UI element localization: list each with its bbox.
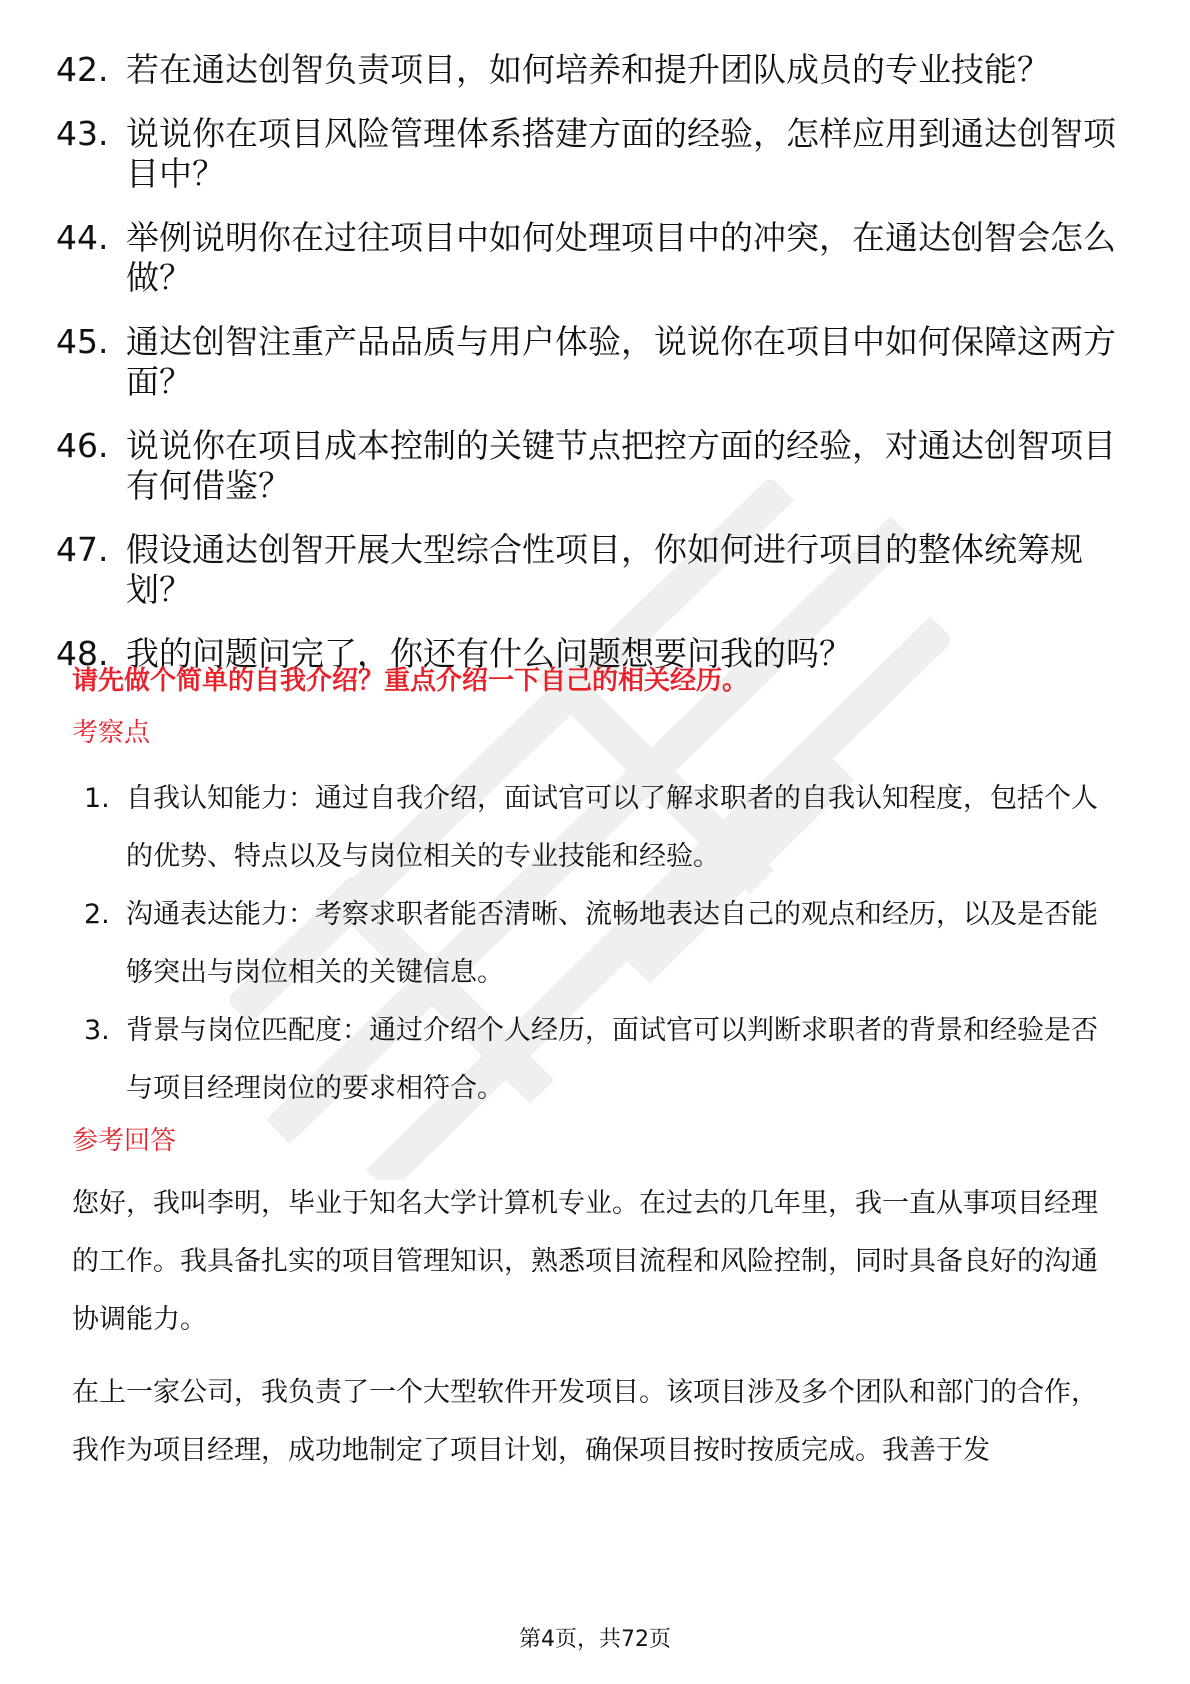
question-list	[56, 50, 1136, 698]
featured-question: 请先做个简单的自我介绍？重点介绍一下自己的相关经历。	[72, 666, 749, 696]
question-item	[56, 50, 1136, 90]
question-text: 举例说明你在过往项目中如何处理项目中的冲突，在通达创智会怎么做？	[126, 218, 1116, 297]
question-number: 42.	[56, 50, 109, 89]
point-text: 沟通表达能力：考察求职者能否清晰、流畅地表达自己的观点和经历，以及是否能够突出与岗位相关的关键信息。	[126, 899, 1098, 988]
question-item	[56, 426, 1136, 506]
assessment-point	[84, 770, 1114, 886]
question-number: 47.	[56, 530, 109, 569]
reference-paragraph: 您好，我叫李明，毕业于知名大学计算机专业。在过去的几年里，我一直从事项目经理的工作。我具备扎实的项目管理知识，熟悉项目流程和风险控制，同时具备良好的沟通协调能力。	[72, 1188, 1098, 1335]
assessment-point	[84, 886, 1114, 1002]
point-text: 自我认知能力：通过自我介绍，面试官可以了解求职者的自我认知程度，包括个人的优势、特点以及与岗位相关的专业技能和经验。	[126, 783, 1098, 872]
reference-paragraph: 在上一家公司，我负责了一个大型软件开发项目。该项目涉及多个团队和部门的合作，我作为项目经理，成功地制定了项目计划，确保项目按时按质完成。我善于发	[72, 1377, 1098, 1466]
question-number: 44.	[56, 218, 109, 257]
question-item	[56, 530, 1136, 610]
question-number: 43.	[56, 114, 109, 153]
point-number: 3.	[84, 1015, 110, 1046]
question-number: 48.	[56, 634, 109, 673]
question-item	[56, 322, 1136, 402]
question-text: 说说你在项目成本控制的关键节点把控方面的经验，对通达创智项目有何借鉴？	[126, 426, 1116, 505]
assessment-title: 考察点	[72, 718, 151, 748]
point-number: 1.	[84, 783, 110, 814]
question-text: 说说你在项目风险管理体系搭建方面的经验，怎样应用到通达创智项目中？	[126, 114, 1116, 193]
question-text: 若在通达创智负责项目，如何培养和提升团队成员的专业技能？	[126, 50, 1050, 89]
point-text: 背景与岗位匹配度：通过介绍个人经历，面试官可以判断求职者的背景和经验是否与项目经理岗位的要求相符合。	[126, 1015, 1098, 1104]
reference-title: 参考回答	[72, 1126, 177, 1156]
question-number: 45.	[56, 322, 109, 361]
question-number: 46.	[56, 426, 109, 465]
question-item	[56, 114, 1136, 194]
question-text: 通达创智注重产品品质与用户体验，说说你在项目中如何保障这两方面？	[126, 322, 1116, 401]
point-number: 2.	[84, 899, 110, 930]
assessment-points	[84, 770, 1114, 1118]
question-item	[56, 218, 1136, 298]
assessment-point	[84, 1002, 1114, 1118]
question-text: 我的问题问完了，你还有什么问题想要问我的吗？	[126, 634, 852, 673]
question-text: 假设通达创智开展大型综合性项目，你如何进行项目的整体统筹规划？	[126, 530, 1083, 609]
page-footer: 第4页，共72页	[519, 1627, 671, 1652]
